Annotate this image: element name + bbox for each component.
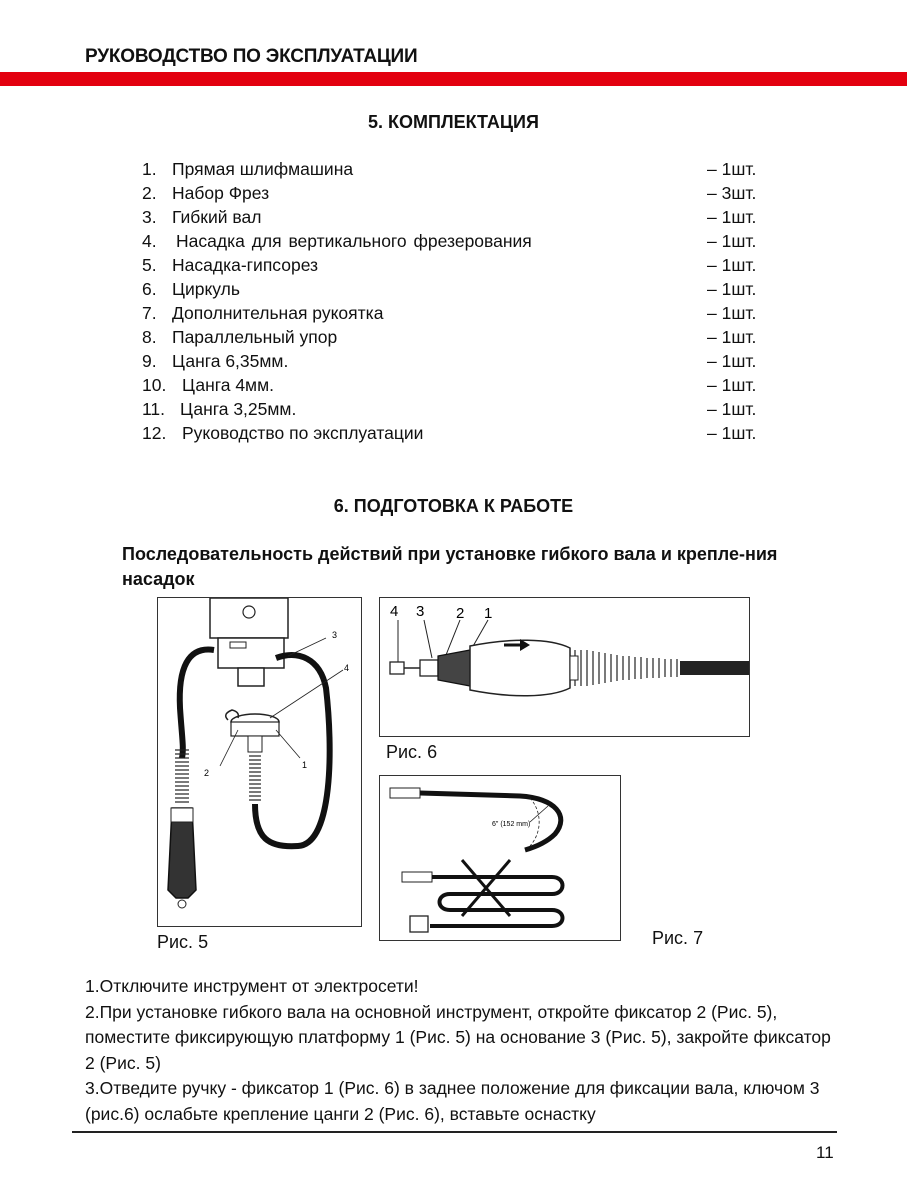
fig6-label-4: 4: [390, 603, 399, 620]
figure-6-caption: Рис. 6: [386, 742, 438, 762]
figure-7-caption: Рис. 7: [652, 928, 704, 948]
instruction-3: 3.Отведите ручку - фиксатор 1 (Рис. 6) в заднее положение для фиксации вала, ключом 3 (рис.6) ослабьте крепление цанги 2 (Рис. 6), вставьте оснастку: [85, 1078, 820, 1124]
flexible-shaft-mount-illustration: [158, 598, 361, 926]
fig6-label-3: 3: [416, 603, 425, 620]
fig5-label-2: 2: [204, 768, 210, 778]
section-6-subtitle: Последовательность действий при установке гибкого вала и крепле-ния насадок: [122, 544, 778, 589]
list-item: 12. Руководство по эксплуатации – 1шт.: [142, 423, 757, 443]
list-item: 1. Прямая шлифмашина – 1шт.: [142, 159, 757, 179]
list-item: 10. Цанга 4мм. – 1шт.: [142, 375, 757, 395]
instruction-2: 2.При установке гибкого вала на основной инструмент, откройте фиксатор 2 (Рис. 5), поместите фиксирующую платформу 1 (Рис. 5) на основание 3 (Рис. 5), закройте фиксатор 2 (Рис. 5): [85, 1001, 831, 1073]
list-item: 8. Параллельный упор – 1шт.: [142, 327, 757, 347]
list-item: 4. Насадка для вертикального фрезерования – 1шт.: [142, 231, 757, 251]
list-item: 2. Набор Фрез – 3шт.: [142, 183, 757, 203]
figure-6: [379, 597, 750, 737]
bend-radius-illustration: [380, 776, 620, 940]
instruction-1: 1.Отключите инструмент от электросети!: [85, 976, 419, 996]
list-item: 11. Цанга 3,25мм. – 1шт.: [142, 399, 757, 419]
instructions-text: [85, 974, 845, 1127]
fig5-label-4: 4: [344, 663, 350, 673]
footer-divider: [72, 1131, 837, 1133]
list-item: 5. Насадка-гипсорез – 1шт.: [142, 255, 757, 275]
figure-5-caption: Рис. 5: [157, 932, 209, 952]
fig5-label-3: 3: [332, 630, 338, 640]
figure-5: [157, 597, 362, 927]
header-title: РУКОВОДСТВО ПО ЭКСПЛУАТАЦИИ: [85, 46, 418, 67]
fig6-label-1: 1: [484, 605, 493, 622]
list-item: 6. Циркуль – 1шт.: [142, 279, 757, 299]
list-item: 7. Дополнительная рукоятка – 1шт.: [142, 303, 757, 323]
fig5-label-1: 1: [302, 760, 308, 770]
fig6-label-2: 2: [456, 605, 465, 622]
list-item: 9. Цанга 6,35мм. – 1шт.: [142, 351, 757, 371]
figure-7: [379, 775, 621, 941]
collet-handle-illustration: [380, 598, 749, 736]
section-5-title: 5. КОМПЛЕКТАЦИЯ: [368, 112, 539, 132]
fig7-radius-label: 6" (152 mm): [492, 821, 531, 828]
header-red-bar: [0, 72, 907, 86]
section-6-title: 6. ПОДГОТОВКА К РАБОТЕ: [333, 496, 574, 516]
list-item: 3. Гибкий вал – 1шт.: [142, 207, 757, 227]
equipment-list: [142, 157, 772, 445]
page-number: 11: [816, 1143, 834, 1162]
